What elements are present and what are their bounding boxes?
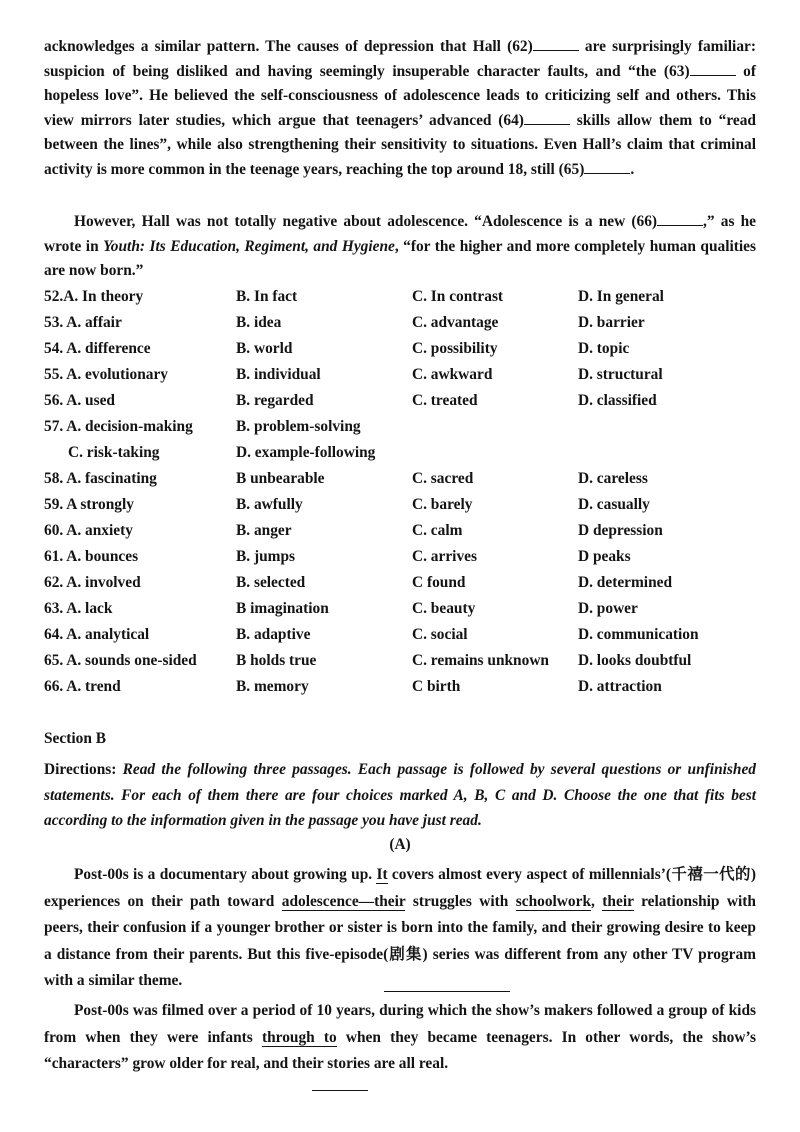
option-choice[interactable]: B. awfully [236, 496, 303, 513]
option-row [44, 466, 756, 492]
answer-blank-63[interactable] [690, 61, 736, 76]
passage-text: when they became teenagers. In other words, the show’s “characters” grow older for real, and their stories are all real. [44, 1028, 756, 1072]
option-choice[interactable]: D. casually [578, 496, 650, 513]
option-choice[interactable]: 53. A. affair [44, 314, 122, 331]
option-choice[interactable]: D. attraction [578, 678, 662, 695]
option-choice[interactable]: 63. A. lack [44, 600, 113, 617]
option-choice[interactable]: D. determined [578, 574, 673, 591]
option-choice[interactable]: B. memory [236, 678, 309, 695]
underlined-text: through to [261, 1028, 337, 1046]
answer-blank-66[interactable] [657, 211, 703, 226]
passage-a-paragraph-2 [44, 998, 756, 1078]
option-choice[interactable]: C. remains unknown [412, 652, 549, 669]
option-choice[interactable]: B imagination [236, 600, 329, 617]
option-choice[interactable]: D. careless [578, 470, 648, 487]
option-choice[interactable]: 60. A. anxiety [44, 522, 133, 539]
passage-text: covers almost every aspect of millennials’(千禧一代的) experiences on their path toward [44, 866, 756, 910]
option-choice[interactable]: D. In general [578, 288, 664, 305]
options-list [44, 284, 756, 700]
option-choice[interactable]: 56. A. used [44, 392, 115, 409]
option-choice[interactable]: C. possibility [412, 340, 498, 357]
option-choice[interactable]: D. classified [578, 392, 657, 409]
option-choice[interactable]: 66. A. trend [44, 678, 121, 695]
option-choice[interactable]: 54. A. difference [44, 340, 151, 357]
option-choice[interactable]: D depression [578, 522, 663, 539]
passage-text: struggles with [405, 892, 516, 910]
option-choice[interactable]: D. barrier [578, 314, 645, 331]
option-row [44, 596, 756, 622]
passage-text: skills allow them to “read between the lines”, while also strengthening their sensitivity to situations. Even Hall’s claim that criminal activity is more common in the teenage years, reaching the top around 18, still (65) [44, 111, 756, 178]
option-choice[interactable]: B. problem-solving [236, 418, 361, 435]
option-choice[interactable]: C. advantage [412, 314, 499, 331]
passage-label: (A) [389, 836, 411, 853]
option-choice[interactable]: B holds true [236, 652, 317, 669]
option-row [44, 674, 756, 700]
passage-text: . [630, 160, 635, 178]
book-title: Youth: Its Education, Regiment, and Hygiene [103, 237, 395, 255]
option-choice[interactable]: D. looks doubtful [578, 652, 692, 669]
option-choice[interactable]: D. topic [578, 340, 630, 357]
option-choice[interactable]: C found [412, 574, 466, 591]
passage-text: , [591, 892, 603, 910]
pen-mark [384, 991, 510, 992]
option-choice[interactable]: B. jumps [236, 548, 296, 565]
passage-paragraph-1 [44, 35, 756, 182]
option-choice[interactable]: C. sacred [412, 470, 474, 487]
option-row [44, 622, 756, 648]
directions-text: Read the following three passages. Each passage is followed by several questions or unfinished statements. For each of them there are four choices marked A, B, C and D. Choose the one that fits best according to the information given in the passage you have just read. [44, 761, 756, 829]
passage-a-paragraph-1 [44, 862, 756, 995]
option-row [44, 336, 756, 362]
option-choice[interactable]: 57. A. decision-making [44, 418, 193, 435]
option-choice[interactable]: 62. A. involved [44, 574, 141, 591]
directions [44, 757, 756, 834]
passage-paragraph-2 [44, 210, 756, 284]
option-choice[interactable]: 59. A strongly [44, 496, 134, 513]
passage-text: relationship with peers, their confusion if a younger brother or sister is born into the family, and their growing desire to keep a distance from their parents. But this five-episode(剧集) series was different from any other TV program with a similar theme. [44, 892, 756, 989]
passage-text: are surprisingly familiar: suspicion of being disliked and having seemingly insuperable character faults, and “the (63) [44, 38, 756, 80]
option-choice[interactable]: C. barely [412, 496, 473, 513]
option-choice[interactable]: C birth [412, 678, 461, 695]
option-choice[interactable]: D. structural [578, 366, 663, 383]
option-row [44, 362, 756, 388]
answer-blank-62[interactable] [533, 36, 579, 51]
option-choice[interactable]: C. arrives [412, 548, 477, 565]
answer-blank-64[interactable] [524, 110, 570, 125]
option-choice[interactable]: C. calm [412, 522, 463, 539]
section-heading: Section B [44, 730, 106, 747]
option-choice[interactable]: 61. A. bounces [44, 548, 139, 565]
underlined-text: their [602, 892, 634, 910]
option-choice[interactable]: 55. A. evolutionary [44, 366, 168, 383]
option-choice[interactable]: B. regarded [236, 392, 314, 409]
option-row [44, 570, 756, 596]
option-row [44, 388, 756, 414]
option-row [44, 284, 756, 310]
option-row [44, 544, 756, 570]
option-choice[interactable]: C. beauty [412, 600, 476, 617]
option-choice[interactable]: B. selected [236, 574, 306, 591]
option-choice[interactable]: B. world [236, 340, 293, 357]
underlined-text: adolescence—their [281, 892, 406, 910]
underlined-text: It [376, 866, 388, 883]
passage-text: of hopeless love”. He believed the self-consciousness of adolescence leads to criticizing self and others. This view mirrors later studies, which argue that teenagers’ advanced (64) [44, 62, 757, 129]
option-choice[interactable]: 65. A. sounds one-sided [44, 652, 197, 669]
option-choice[interactable]: D. example-following [236, 444, 376, 461]
passage-text: Post-00s was filmed over a period of 10 years, during which the show’s makers followed a group of kids from when they were infants [44, 1002, 756, 1046]
passage-text: ,” as he wrote in [44, 213, 756, 255]
option-choice[interactable]: B. idea [236, 314, 282, 331]
option-choice[interactable]: C. In contrast [412, 288, 504, 305]
option-choice[interactable]: B. adaptive [236, 626, 311, 643]
option-row [44, 648, 756, 674]
option-choice[interactable]: D. communication [578, 626, 699, 643]
option-row [44, 310, 756, 336]
option-choice[interactable]: B unbearable [236, 470, 325, 487]
option-choice[interactable]: C. treated [412, 392, 478, 409]
option-choice[interactable]: D. power [578, 600, 638, 617]
option-row [44, 440, 756, 466]
option-choice[interactable]: B. individual [236, 366, 321, 383]
passage-text: acknowledges a similar pattern. The causes of depression that Hall (62) [44, 38, 533, 55]
option-choice[interactable]: D peaks [578, 548, 631, 565]
pen-mark [312, 1090, 368, 1091]
option-choice[interactable]: C. awkward [412, 366, 493, 383]
passage-text: Post-00s is a documentary about growing up. [74, 866, 377, 883]
option-row [44, 492, 756, 518]
option-choice[interactable]: C. social [412, 626, 468, 643]
passage-text: , “for the higher and more completely human qualities are now born.” [44, 237, 756, 279]
option-choice[interactable]: B. anger [236, 522, 292, 539]
directions-label: Directions: [44, 761, 123, 778]
option-choice[interactable]: C. risk-taking [68, 444, 160, 461]
option-choice[interactable]: 52.A. In theory [44, 288, 144, 305]
answer-blank-65[interactable] [584, 159, 630, 174]
option-row [44, 518, 756, 544]
passage-text: However, Hall was not totally negative about adolescence. “Adolescence is a new (66) [74, 213, 658, 230]
option-choice[interactable]: 64. A. analytical [44, 626, 150, 643]
underlined-text: schoolwork [515, 892, 592, 910]
option-choice[interactable]: 58. A. fascinating [44, 470, 157, 487]
option-row [44, 414, 756, 440]
option-choice[interactable]: B. In fact [236, 288, 298, 305]
